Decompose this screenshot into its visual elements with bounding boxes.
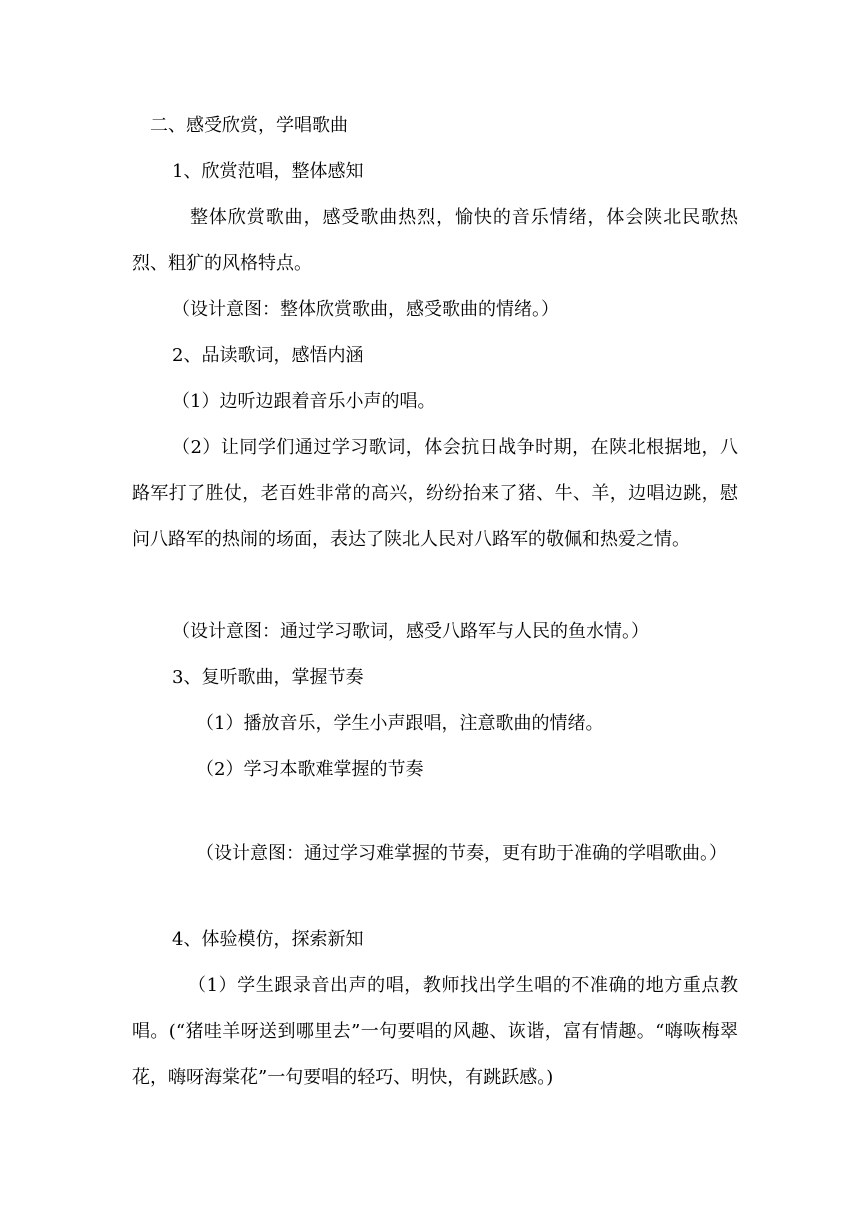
step2-item1: （1）边听边跟着音乐小声的唱。: [172, 391, 436, 412]
step2-intent: （设计意图：通过学习歌词，感受八路军与人民的鱼水情。）: [172, 621, 649, 642]
step4-title: 4、体验模仿，探索新知: [172, 929, 364, 950]
step3-title: 3、复听歌曲，掌握节奏: [172, 667, 364, 688]
step2-title: 2、品读歌词，感悟内涵: [172, 345, 364, 366]
step3-intent: （设计意图：通过学习难掌握的节奏，更有助于准确的学唱歌曲。）: [196, 843, 727, 864]
step2-item2: （2）让同学们通过学习歌词，体会抗日战争时期，在陕北根据地，八路军打了胜仗，老百姓非常的高兴，纷纷抬来了猪、牛、羊，边唱边跳，慰问八路军的热闹的场面，表达了陕北人民对八路军的敬佩和热爱之情。: [132, 437, 738, 550]
step3-item2: （2）学习本歌难掌握的节奏: [196, 759, 424, 780]
step1-body: 整体欣赏歌曲，感受歌曲热烈，愉快的音乐情绪，体会陕北民歌热烈、粗犷的风格特点。: [132, 207, 738, 274]
section-heading: 二、感受欣赏，学唱歌曲: [150, 115, 348, 136]
step1-title: 1、欣赏范唱，整体感知: [172, 161, 364, 182]
step4-item1: （1）学生跟录音出声的唱，教师找出学生唱的不准确的地方重点教唱。(“猪哇羊呀送到哪里去”一句要唱的风趣、诙谐，富有情趣。“嗨咴梅翠花，嗨呀海棠花”一句要唱的轻巧、明快，有跳跃感。): [132, 975, 738, 1088]
step3-item1: （1）播放音乐，学生小声跟唱，注意歌曲的情绪。: [196, 713, 604, 734]
step1-intent: （设计意图：整体欣赏歌曲，感受歌曲的情绪。）: [172, 299, 559, 320]
